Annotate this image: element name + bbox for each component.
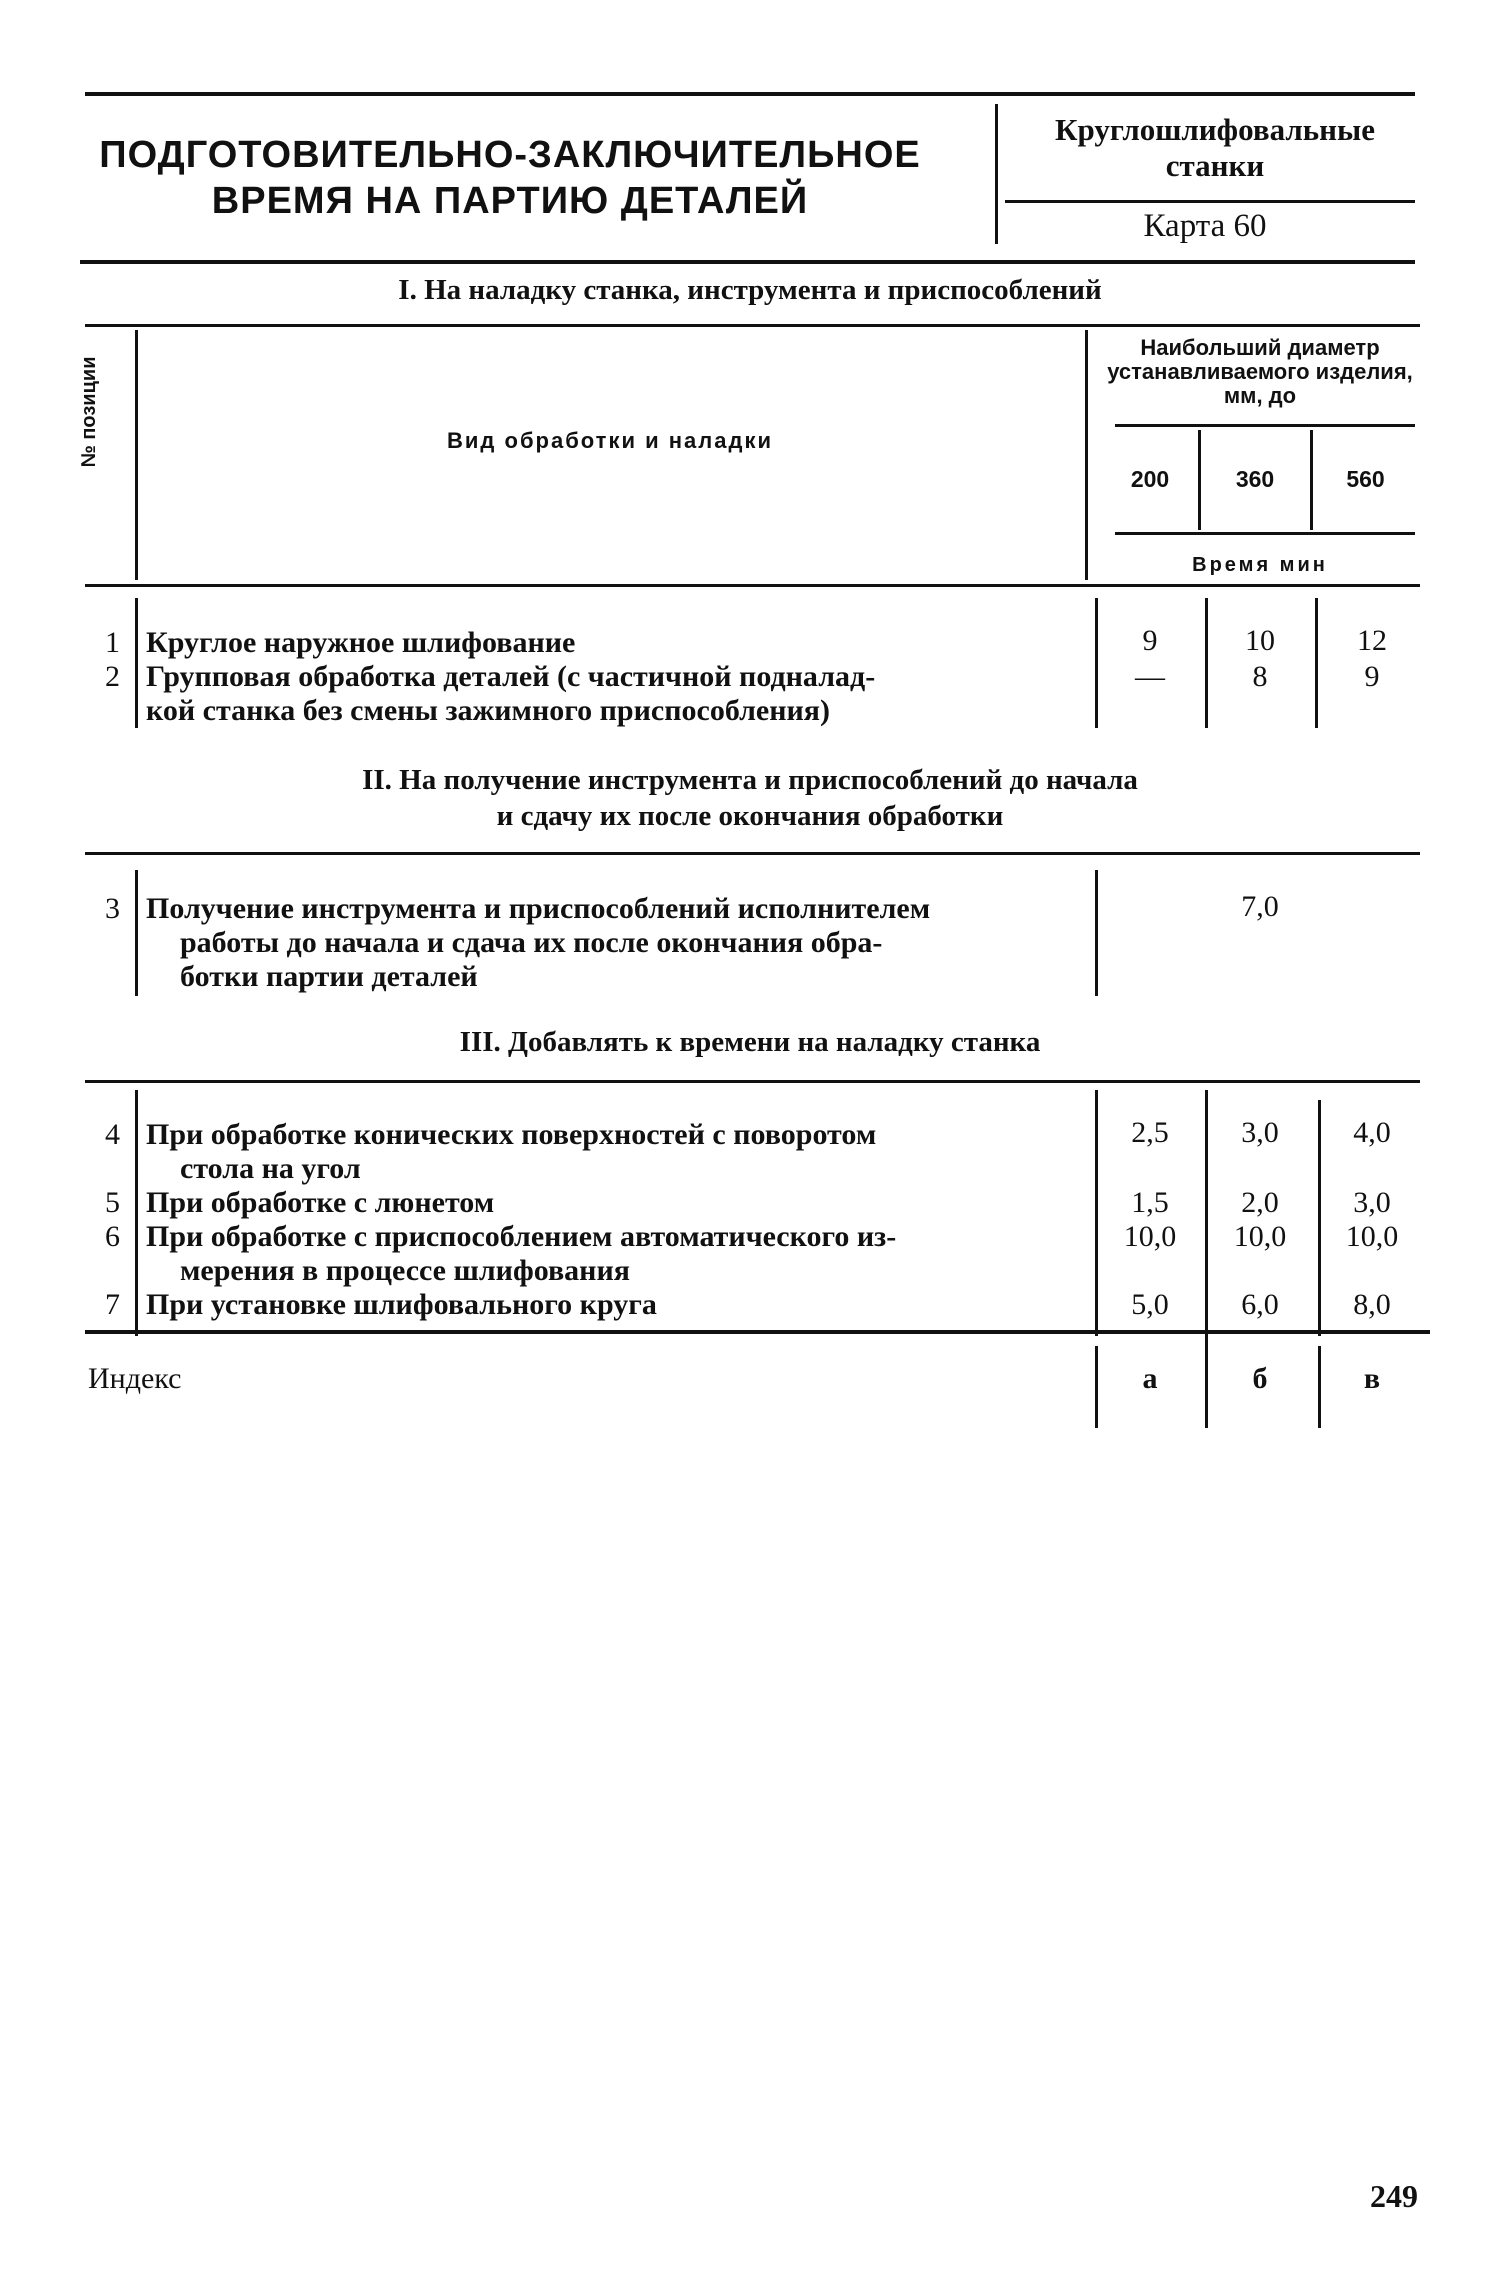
title-line-2: ВРЕМЯ НА ПАРТИЮ ДЕТАЛЕЙ [211,180,809,222]
row-6-value-a: 10,0 [1123,1220,1177,1253]
row-1-pos: 1 [105,626,120,659]
section-3-rule [85,1080,1420,1083]
section-1-top-rule [85,324,1420,327]
row-5-pos: 5 [105,1186,120,1219]
index-top-rule [85,1330,1430,1334]
row-2-value-b: 8 [1252,660,1268,693]
page-title [90,132,930,224]
diameter-rule [1115,424,1415,427]
row-4-value-b: 3,0 [1241,1116,1279,1149]
diam-sub-divider-1 [1198,430,1201,530]
row-5-value-b: 2,0 [1241,1186,1279,1219]
index-c: в [1363,1362,1381,1395]
row-1-value-a: 9 [1142,624,1158,657]
row-7-pos: 7 [105,1288,120,1321]
section-2-title [85,762,1415,834]
header-bottom-rule [80,260,1415,264]
row-6-text-line-2: мерения в процессе шлифования [180,1254,630,1287]
row-3-text-line-2: работы до начала и сдача их после окончания обра- [180,926,883,959]
time-rule [1115,532,1415,535]
diameter-col-divider [1085,330,1088,580]
index-a: а [1142,1362,1158,1395]
row-3-val-divider [1095,870,1098,996]
row-7-value-a: 5,0 [1131,1288,1169,1321]
rows1-val-divider-3 [1315,598,1318,728]
row-6-text-line-1: При обработке с приспособлением автоматического из- [146,1220,897,1253]
index-b: б [1252,1362,1268,1395]
index-divider-2 [1205,1336,1208,1428]
time-label: Время мин [1192,554,1328,576]
row-6-value-c: 10,0 [1345,1220,1399,1253]
row-4-value-c: 4,0 [1353,1116,1391,1149]
row-2-text-line-2: кой станка без смены зажимного приспособления) [146,694,831,727]
row-3-text-line-1: Получение инструмента и приспособлений исполнителем [146,892,931,925]
index-divider-1 [1095,1346,1098,1428]
section-1-title: I. На наладку станка, инструмента и приспособлений [398,274,1102,306]
rows1-val-divider-1 [1095,598,1098,728]
row-5-value-a: 1,5 [1131,1186,1169,1219]
section-2-title-line-2: и сдачу их после окончания обработки [496,800,1004,832]
row-3-value: 7,0 [1241,890,1279,923]
row-2-value-c: 9 [1364,660,1380,693]
row-3-pos: 3 [105,892,120,925]
card-rule [1005,200,1415,203]
row-4-pos: 4 [105,1118,120,1151]
column-diameter-header: Наибольший диаметр устанавливаемого изделия, мм, до [1107,335,1413,408]
column-position-header: № позиции [78,356,100,468]
diameter-360: 360 [1235,466,1275,492]
table-header-bottom-rule [85,584,1420,587]
page-number: 249 [1370,2178,1418,2214]
row-6-pos: 6 [105,1220,120,1253]
row-5-text: При обработке с люнетом [146,1186,495,1219]
diam-sub-divider-2 [1310,430,1313,530]
rows3-pos-divider [135,1090,138,1336]
rows3-val-divider-3 [1318,1100,1321,1336]
machine-line-2: станки [1165,148,1265,183]
row-7-value-c: 8,0 [1353,1288,1391,1321]
title-line-1: ПОДГОТОВИТЕЛЬНО-ЗАКЛЮЧИТЕЛЬНОЕ [99,134,921,176]
diameter-560: 560 [1346,466,1385,492]
row-6-value-b: 10,0 [1233,1220,1287,1253]
row-1-text: Круглое наружное шлифование [146,626,576,659]
row-4-text-line-1: При обработке конических поверхностей с поворотом [146,1118,877,1151]
rows3-val-divider-1 [1095,1090,1098,1336]
index-label: Индекс [88,1362,182,1395]
pos-col-divider [135,330,138,580]
section-2-rule [85,852,1420,855]
row-5-value-c: 3,0 [1353,1186,1391,1219]
index-divider-3 [1318,1346,1321,1428]
row-2-text-line-1: Групповая обработка деталей (с частичной подналад- [146,660,876,693]
row-7-value-b: 6,0 [1241,1288,1279,1321]
row-2-value-a: — [1135,660,1165,693]
rows1-pos-divider [135,598,138,728]
row-7-text: При установке шлифовального круга [146,1288,657,1321]
section-2-title-line-1: II. На получение инструмента и приспособлений до начала [362,764,1138,796]
header-divider [995,104,998,244]
rows3-val-divider-2 [1205,1090,1208,1336]
diameter-200: 200 [1130,466,1170,492]
row-4-value-a: 2,5 [1131,1116,1169,1149]
row-1-value-c: 12 [1357,624,1387,657]
column-kind-header: Вид обработки и наладки [447,428,773,453]
row-1-value-b: 10 [1245,624,1275,657]
top-rule [85,92,1415,96]
rows1-val-divider-2 [1205,598,1208,728]
machine-line-1: Круглошлифовальные [1055,112,1375,147]
row-2-pos: 2 [105,660,120,693]
machine-type [1005,112,1425,184]
section-3-title: III. Добавлять к времени на наладку станка [459,1026,1041,1058]
card-number: Карта 60 [1143,208,1267,244]
row-3-pos-divider [135,870,138,996]
row-4-text-line-2: стола на угол [180,1152,361,1185]
row-3-text-line-3: ботки партии деталей [180,960,478,993]
